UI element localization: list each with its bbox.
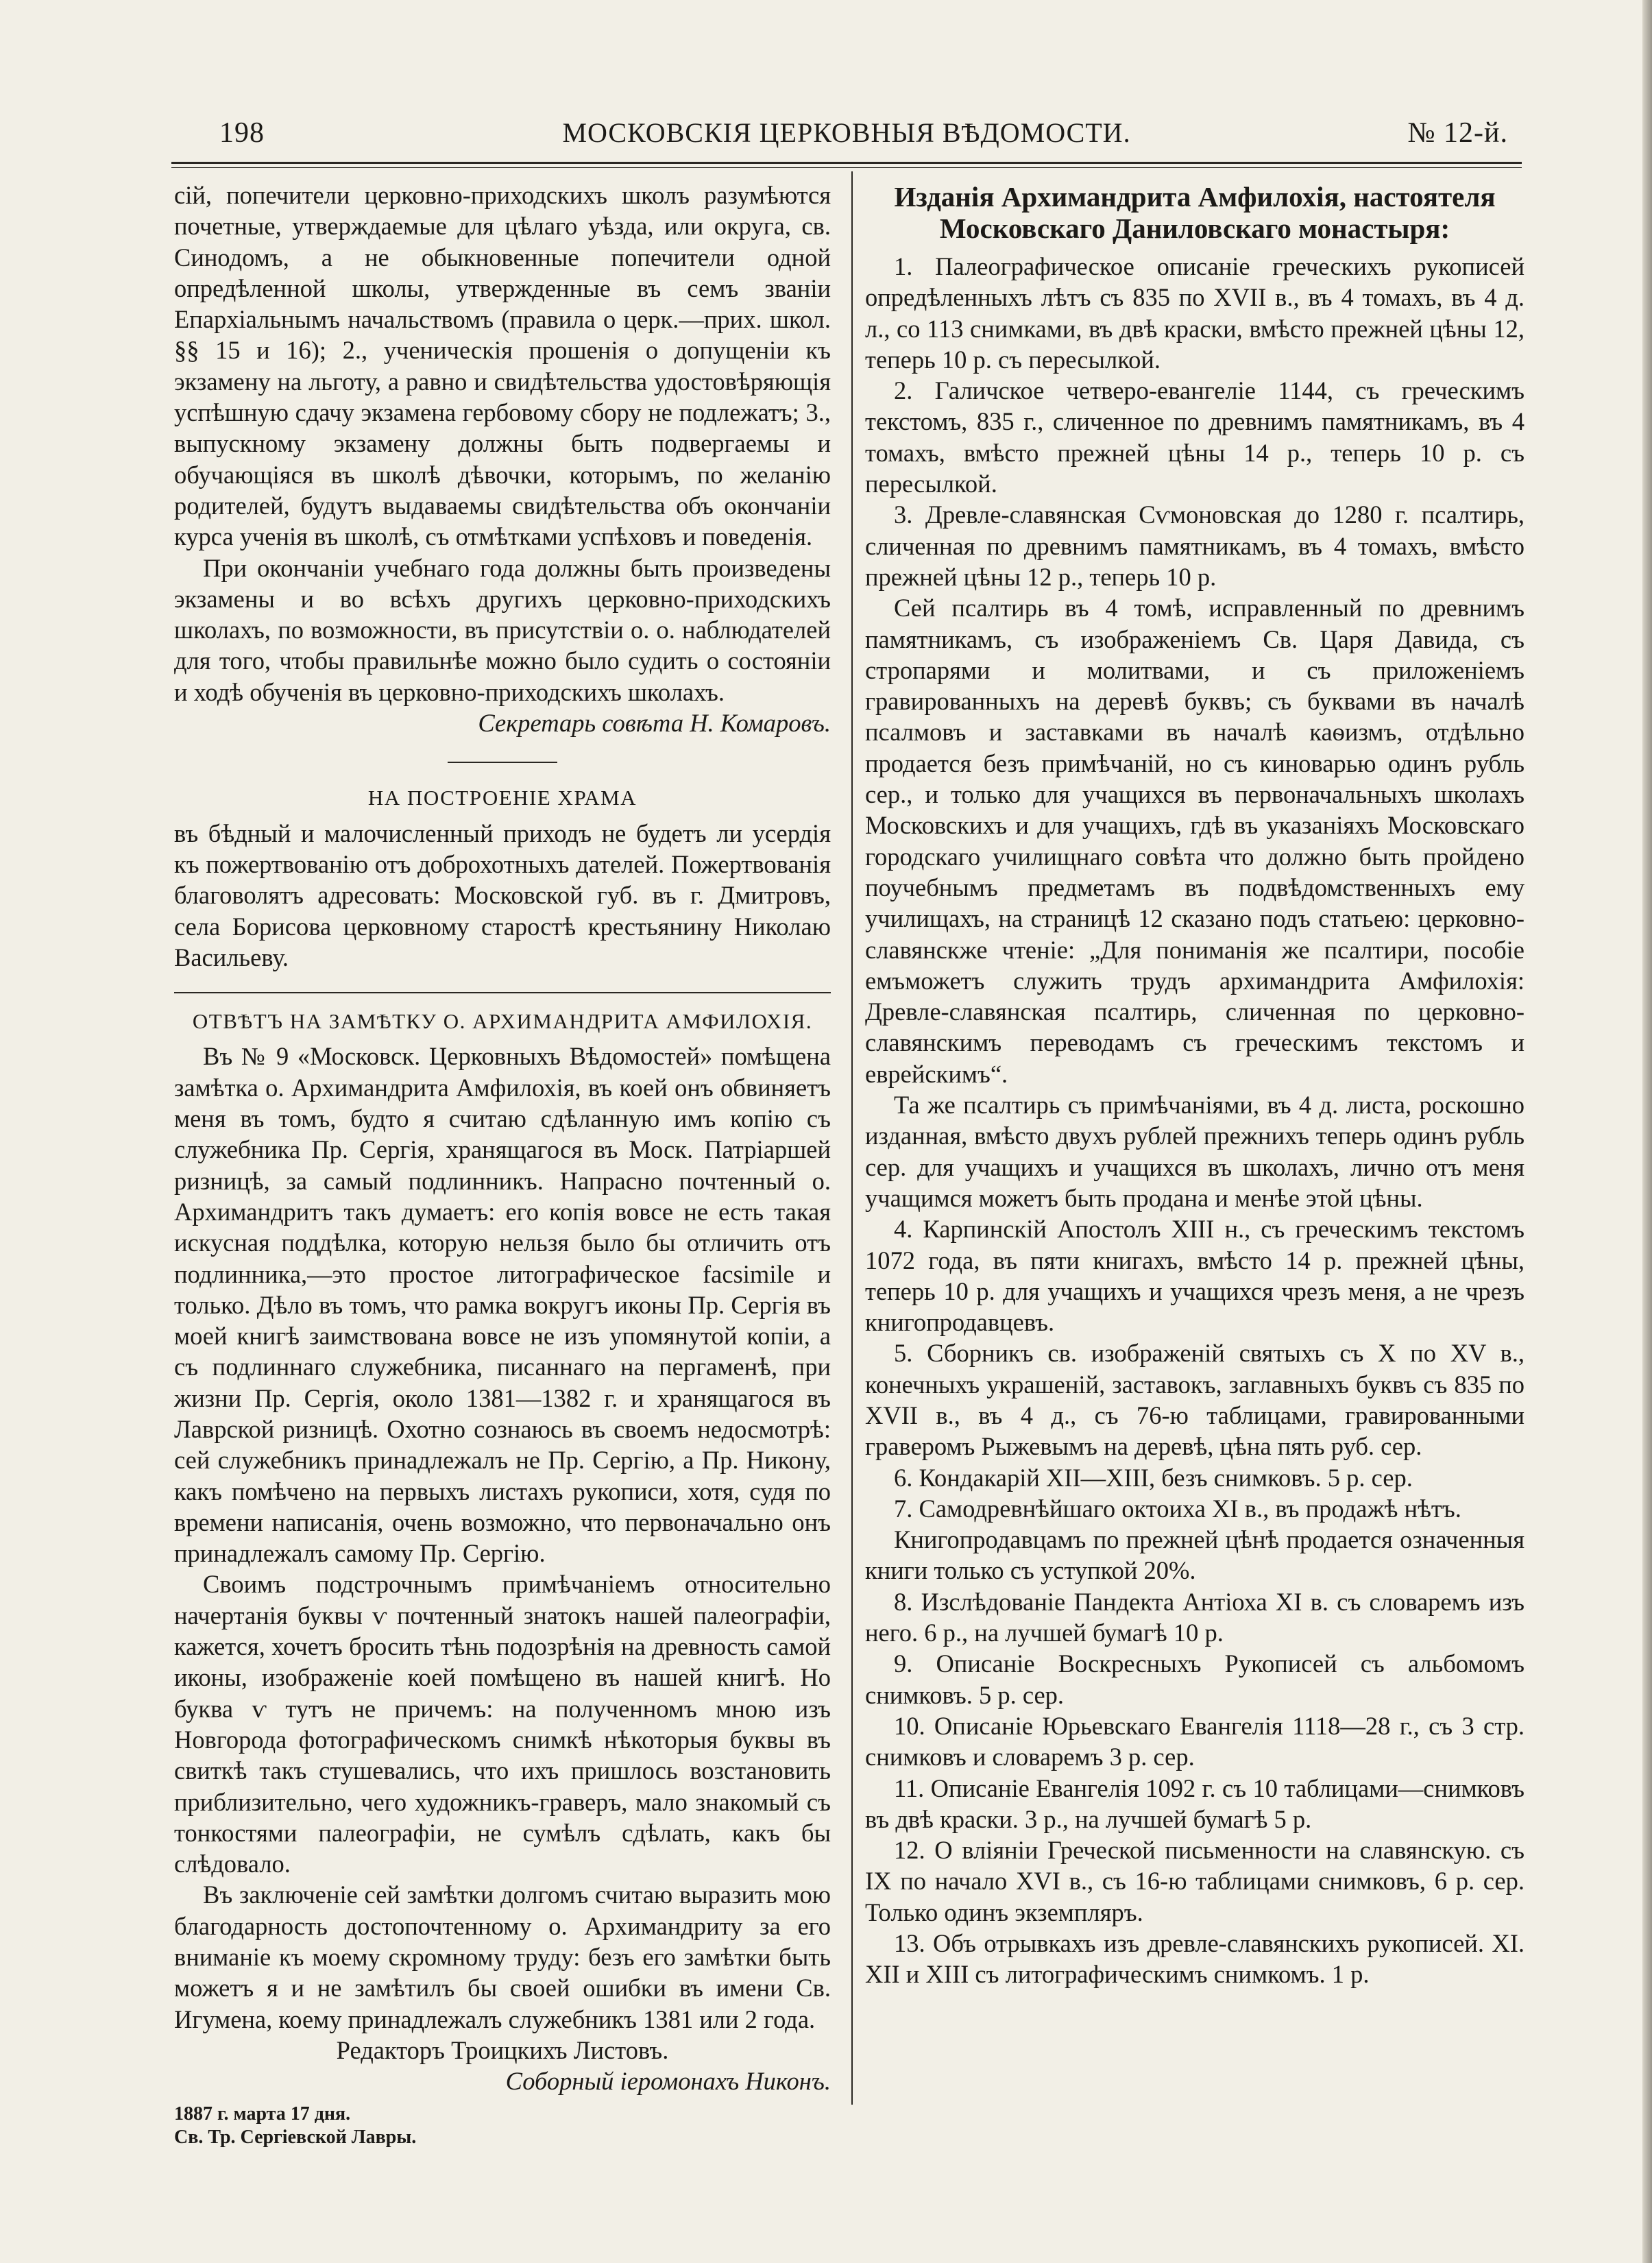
list-item: 8. Изслѣдованіе Пандекта Антіоха XI в. съ словаремъ изъ него. 6 р., на лучшей бумагѣ 10 р.: [865, 1587, 1525, 1647]
separator: [174, 992, 831, 993]
date-line: 1887 г. марта 17 дня.: [174, 2103, 351, 2125]
list-item: 5. Сборникъ св. изображеній святыхъ съ X по XV в., конечныхъ украшеній, заставокъ, заглавныхъ буквъ съ 835 по XVII в., въ 4 д., съ 76-ю таблицами, гравированными граверомъ Рыжевымъ на деревѣ, цѣна пять руб. сер.: [865, 1339, 1525, 1461]
running-header: [171, 117, 1522, 158]
right-column: [865, 180, 1525, 1990]
separator: [448, 762, 557, 763]
list-item: 12. О вліяніи Греческой письменности на славянскую. съ IX по начало XVI в., съ 16-ю таблицами снимковъ, 6 р. сер. Только одинъ экземпляръ.: [865, 1836, 1525, 1926]
list-item: 11. Описаніе Евангелія 1092 г. съ 10 таблицами—снимковъ въ двѣ краски. 3 р., на лучшей бумагѣ 5 р.: [865, 1774, 1525, 1833]
list-item: 10. Описаніе Юрьевскаго Евангелія 1118—28 г., съ 3 стр. снимковъ и словаремъ 3 р. сер.: [865, 1711, 1525, 1771]
paragraph: Та же псалтирь съ примѣчаніями, въ 4 д. листа, роскошно изданная, вмѣсто двухъ рублей прежнихъ теперь одинъ рубль сер. для учащихъ и учащихся въ школахъ, лично отъ меня учащимся можетъ быть продана и менѣе этой цѣны.: [865, 1091, 1525, 1212]
header-rule: [171, 162, 1522, 164]
paragraph: Сей псалтирь въ 4 томѣ, исправленный по древнимъ памятникамъ, съ изображеніемъ Св. Царя Давида, съ стропарями и молитвами, и съ приложеніемъ гравированныхъ на деревѣ буквъ; съ буквами въ началѣ псалмовъ и заставками въ началѣ каѳизмъ, отдѣльно продается безъ примѣчаній, но съ киноварью одинъ рубль сер., и только для учащихся въ первоначальныхъ школахъ Московскихъ и для учащихъ, гдѣ въ указаніяхъ Московскаго городскаго училищнаго совѣта что должно быть пройдено поучебнымъ предметамъ въ подвѣдомственныхъ ему училищахъ, на страницѣ 12 сказано подъ статьею: церковно-славянскже чтеніе: „Для пониманія же псалтири, пособіе емъможетъ служить трудъ архимандрита Амфилохія: Древле-славянская псалтирь, сличенная по церковно-славянскимъ переводамъ съ греческимъ текстомъ и еврейскимъ“.: [865, 594, 1525, 1088]
place-line: Св. Тр. Сергіевской Лавры.: [174, 2126, 417, 2148]
paragraph: Въ № 9 «Московск. Церковныхъ Вѣдомостей» помѣщена замѣтка о. Архимандрита Амфилохія, въ коей онъ обвиняетъ меня въ томъ, будто я считаю сдѣланную имъ копію съ служебника Пр. Сергія, хранящагося въ Моск. Патріаршей ризницѣ, за самый подлинникъ. Напрасно почтенный о. Архимандритъ такъ думаетъ: его копія вовсе не есть такая искусная поддѣлка, которую нельзя было бы отличить отъ подлинника,—это простое литографическое facsimile и только. Дѣло въ томъ, что рамка вокругъ иконы Пр. Сергія въ моей книгѣ заимствована вовсе не изъ упомянутой копіи, а съ подлиннаго служебника, писаннаго на пергаменѣ, при жизни Пр. Сергія, около 1381—1382 г. и хранящагося въ Лаврской ризницѣ. Охотно сознаюсь въ своемъ недосмотрѣ: сей служебникъ принадлежалъ не Пр. Сергію, а Пр. Никону, какъ помѣчено на первыхъ листахъ рукописи, хотя, судя по времени написанія, очень возможно, что первоначально онъ принадлежалъ самому Пр. Сергію.: [174, 1042, 831, 1568]
page-number: 198: [219, 117, 265, 149]
paragraph: Книгопродавцамъ по прежней цѣнѣ продается означенныя книги только съ уступкой 20%.: [865, 1525, 1525, 1585]
section-heading: Изданія Архимандрита Амфилохія, настоятеля Московскаго Даниловскаго монастыря:: [894, 181, 1496, 244]
section-heading: ОТВѢТЪ НА ЗАМѢТКУ О. АРХИМАНДРИТА АМФИЛОХІЯ.: [192, 1009, 813, 1034]
header-rule-thin: [171, 167, 1522, 168]
column-divider: [851, 171, 853, 2105]
signature-title: Редакторъ Троицкихъ Листовъ.: [336, 2035, 669, 2064]
paragraph: Въ заключеніе сей замѣтки долгомъ считаю выразить мою благодарность достопочтенному о. Архимандриту за его вниманіе къ моему скромному труду: безъ его замѣтки быть можетъ я и не замѣтилъ бы своей ошибки въ имени Св. Игумена, коему принадлежалъ служебникъ 1381 или 2 года.: [174, 1880, 831, 2033]
list-item: 6. Кондакарій XII—XIII, безъ снимковъ. 5 р. сер.: [894, 1463, 1413, 1492]
list-item: 9. Описаніе Воскресныхъ Рукописей съ альбомомъ снимковъ. 5 р. сер.: [865, 1649, 1525, 1709]
list-item: 4. Карпинскій Апостолъ XIII н., съ греческимъ текстомъ 1072 года, въ пяти книгахъ, вмѣсто 14 р. прежней цѣны, теперь 10 р. для учащихъ и учащихся чрезъ меня, а не чрезъ книгопродавцевъ.: [865, 1215, 1525, 1337]
paragraph: въ бѣдный и малочисленный приходъ не будетъ ли усердія къ пожертвованію отъ доброхотныхъ дателей. Пожертвованія благоволятъ адресовать: Московской губ. въ г. Дмитровъ, села Борисова церковному старостѣ крестьянину Николаю Васильеву.: [174, 819, 831, 971]
paragraph: Своимъ подстрочнымъ примѣчаніемъ относительно начертанія буквы ѵ почтенный знатокъ нашей палеографіи, кажется, хочетъ бросить тѣнь подозрѣнія на древность самой иконы, изображеніе коей помѣщено въ нашей книгѣ. Но буква ѵ тутъ не причемъ: на полученномъ мною изъ Новгорода фотографическомъ снимкѣ нѣкоторыя буквы въ свиткѣ такъ стушевались, что ихъ пришлось возстановить приблизительно, чего художникъ-граверъ, мало знакомый съ тонкостями палеографіи, не сумѣлъ сдѣлать, какъ бы слѣдовало.: [174, 1570, 831, 1878]
signature: Секретарь совѣта Н. Комаровъ.: [478, 709, 831, 738]
journal-title: МОСКОВСКІЯ ЦЕРКОВНЫЯ ВѢДОМОСТИ.: [562, 117, 1131, 148]
issue-number: № 12-й.: [1407, 117, 1508, 149]
left-column: [174, 180, 831, 2149]
list-item: 7. Самодревнѣйшаго октоиха XI в., въ продажѣ нѣтъ.: [894, 1494, 1461, 1523]
list-item: 13. Объ отрывкахъ изъ древле-славянскихъ рукописей. XI. XII и XIII съ литографическимъ снимкомъ. 1 р.: [865, 1929, 1525, 1989]
paragraph: сій, попечители церковно-приходскихъ школъ разумѣются почетные, утверждаемые для цѣлаго уѣзда, или округа, св. Синодомъ, а не обыкновенные попечители одной опредѣленной школы, утвержденные въ семъ званіи Епархіальнымъ начальствомъ (правила о церк.—прих. школ. §§ 15 и 16); 2., ученическія прошенія о допущеніи къ экзамену на льготу, а равно и свидѣтельства удостовѣряющія успѣшную сдачу экзамена гербовому сбору не подлежатъ; 3., выпускному экзамену должны быть подвергаемы и обучающіяся въ школѣ дѣвочки, которымъ, по желанію родителей, будутъ выдаваемы свидѣтельства объ окончаніи курса ученія въ школѣ, съ отмѣтками успѣховъ и поведенія.: [174, 181, 831, 551]
page-edge: [1642, 0, 1652, 2263]
list-item: 2. Галичское четверо-евангеліе 1144, съ греческимъ текстомъ, 835 г., сличенное по древнимъ памятникамъ, въ 4 томахъ, вмѣсто прежней цѣны 14 р., теперь 10 р. съ пересылкой.: [865, 376, 1525, 498]
section-heading: НА ПОСТРОЕНІЕ ХРАМА: [367, 786, 637, 810]
signature: Соборный іеромонахъ Никонъ.: [505, 2067, 831, 2096]
list-item: 1. Палеографическое описаніе греческихъ рукописей опредѣленныхъ лѣтъ съ 835 по XVII в., въ 4 томахъ, въ 4 д. л., со 113 снимками, въ двѣ краски, вмѣсто прежней цѣны 12, теперь 10 р. съ пересылкой.: [865, 252, 1525, 374]
list-item: 3. Древле-славянская Сѵмоновская до 1280 г. псалтирь, сличенная по древнимъ памятникамъ, въ 4 томахъ, вмѣсто прежней цѣны 12 р., теперь 10 р.: [865, 500, 1525, 591]
paragraph: При окончаніи учебнаго года должны быть произведены экзамены и во всѣхъ другихъ церковно-приходскихъ школахъ, по возможности, въ присутствіи о. о. наблюдателей для того, чтобы правильнѣе можно было судить о состояніи и ходѣ обученія въ церковно-приходскихъ школахъ.: [174, 553, 831, 706]
